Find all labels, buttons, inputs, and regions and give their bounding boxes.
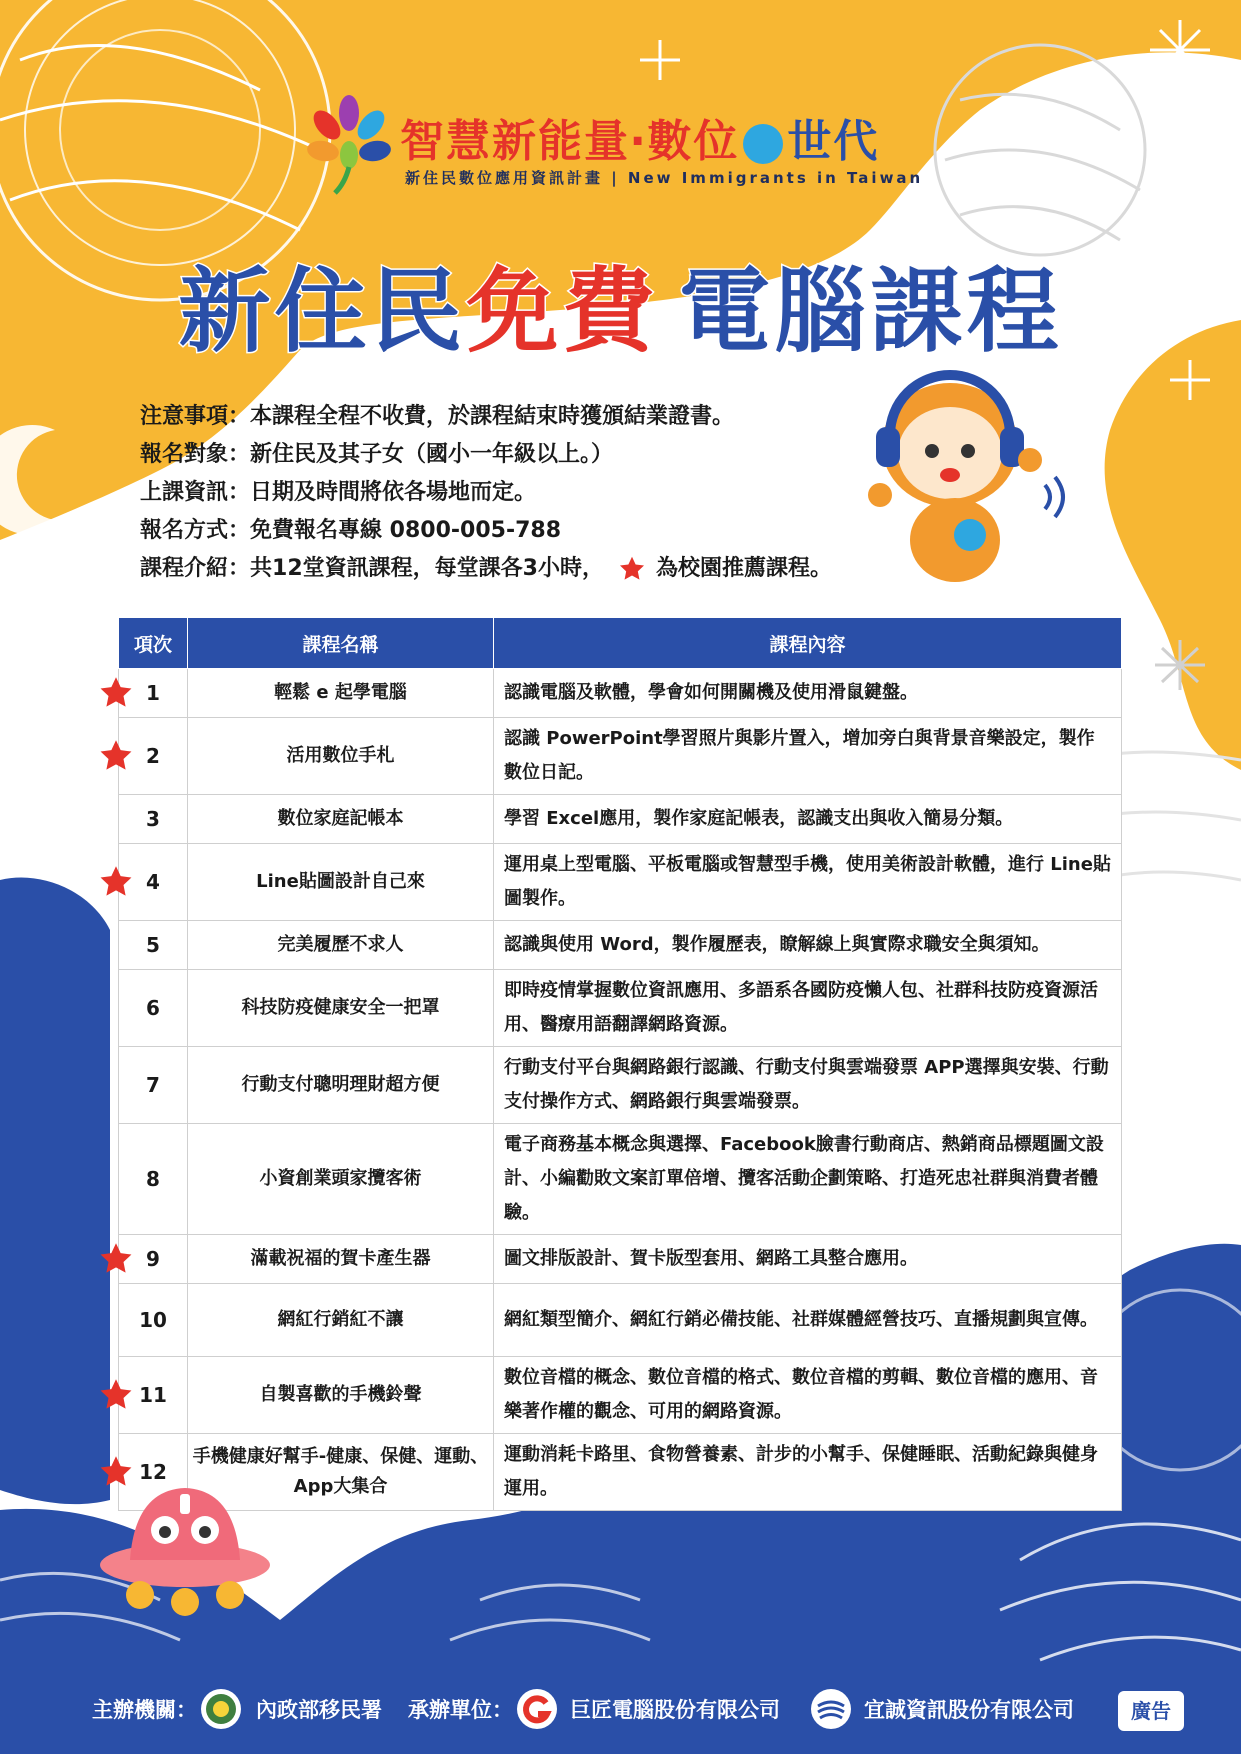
advertisement-badge: 廣告 xyxy=(1118,1691,1184,1731)
table-row xyxy=(119,921,1122,970)
note-registration xyxy=(140,512,940,550)
row-course-name: 小資創業頭家攬客術 xyxy=(188,1124,494,1235)
footer-bar xyxy=(0,1685,1241,1735)
table-row xyxy=(119,844,1122,921)
recommended-star-icon xyxy=(98,738,134,774)
note-label: 上課資訊： xyxy=(140,480,251,505)
row-course-desc: 行動支付平台與網路銀行認識、行動支付與雲端發票 APP選擇與安裝、行動支付操作方式、網路銀行與雲端發票。 xyxy=(494,1047,1122,1124)
row-number: 9 xyxy=(119,1235,188,1284)
flower-logo-icon xyxy=(305,95,393,195)
company1-name: 巨匠電腦股份有限公司 xyxy=(570,1698,780,1722)
row-number: 7 xyxy=(119,1047,188,1124)
row-number: 8 xyxy=(119,1124,188,1235)
table-row xyxy=(119,1047,1122,1124)
row-course-name: 網紅行銷紅不讓 xyxy=(188,1284,494,1357)
recommended-star-icon xyxy=(98,1454,134,1490)
row-course-name: 手機健康好幫手-健康、保健、運動、App大集合 xyxy=(188,1434,494,1511)
table-row xyxy=(119,669,1122,718)
notes-section xyxy=(140,398,940,588)
row-number: 12 xyxy=(119,1434,188,1511)
table-row xyxy=(119,1124,1122,1235)
row-course-desc: 網紅類型簡介、網紅行銷必備技能、社群媒體經營技巧、直播規劃與宣傳。 xyxy=(494,1284,1122,1357)
row-course-name: 行動支付聰明理財超方便 xyxy=(188,1047,494,1124)
header-number: 項次 xyxy=(119,618,188,669)
table-row xyxy=(119,795,1122,844)
organizer-label: 主辦機關： xyxy=(92,1698,197,1722)
row-course-desc: 圖文排版設計、賀卡版型套用、網路工具整合應用。 xyxy=(494,1235,1122,1284)
note-text: 免費報名專線 0800-005-788 xyxy=(250,518,562,543)
row-course-name: 科技防疫健康安全一把罩 xyxy=(188,970,494,1047)
row-course-desc: 學習 Excel應用，製作家庭記帳表，認識支出與收入簡易分類。 xyxy=(494,795,1122,844)
swirl-icon xyxy=(743,124,783,164)
program-logo xyxy=(305,95,945,195)
row-course-desc: 數位音檔的概念、數位音檔的格式、數位音檔的剪輯、數位音檔的應用、音樂著作權的觀念、可用的網路資源。 xyxy=(494,1357,1122,1434)
note-text: 共12堂資訊課程，每堂課各3小時， xyxy=(250,556,604,581)
row-course-desc: 電子商務基本概念與選擇、Facebook臉書行動商店、熱銷商品標題圖文設計、小編勸敗文案訂單倍增、攬客活動企劃策略、打造死忠社群與消費者體驗。 xyxy=(494,1124,1122,1235)
company2-name: 宜誠資訊股份有限公司 xyxy=(864,1698,1074,1722)
row-course-name: 滿載祝福的賀卡產生器 xyxy=(188,1235,494,1284)
row-number: 10 xyxy=(119,1284,188,1357)
note-label: 注意事項： xyxy=(140,404,251,429)
table-header-row xyxy=(119,618,1122,669)
row-course-desc: 認識 PowerPoint學習照片與影片置入，增加旁白與背景音樂設定，製作數位日記。 xyxy=(494,718,1122,795)
note-text-after-star: 為校園推薦課程。 xyxy=(655,556,832,581)
organizer-name: 內政部移民署 xyxy=(256,1698,382,1722)
table-row xyxy=(119,1235,1122,1284)
note-label: 報名對象： xyxy=(140,442,251,467)
star-icon xyxy=(618,555,646,583)
recommended-star-icon xyxy=(98,675,134,711)
header-course-name: 課程名稱 xyxy=(188,618,494,669)
note-label: 報名方式： xyxy=(140,518,251,543)
row-course-name: Line貼圖設計自己來 xyxy=(188,844,494,921)
recommended-star-icon xyxy=(98,1377,134,1413)
note-text: 本課程全程不收費，於課程結束時獲頒結業證書。 xyxy=(250,404,735,429)
headline-part3: 電腦課程 xyxy=(678,258,1063,365)
table-row xyxy=(119,970,1122,1047)
note-attention xyxy=(140,398,940,436)
row-number: 6 xyxy=(119,970,188,1047)
mascot-ufo-illustration xyxy=(95,1470,275,1620)
headline-part1: 新住民 xyxy=(178,258,467,365)
header-course-content: 課程內容 xyxy=(494,618,1122,669)
logo-title-part2: 世代 xyxy=(787,116,880,167)
note-course-intro xyxy=(140,550,940,588)
company1-logo-icon xyxy=(516,1688,558,1730)
headline-part2: 免費 xyxy=(466,258,659,365)
row-course-desc: 運用桌上型電腦、平板電腦或智慧型手機，使用美術設計軟體，進行 Line貼圖製作。 xyxy=(494,844,1122,921)
note-class-info xyxy=(140,474,940,512)
logo-title-part1: 智慧新能量‧數位 xyxy=(400,116,740,167)
company2-logo-icon xyxy=(810,1688,852,1730)
immigration-agency-seal-icon xyxy=(200,1688,242,1730)
recommended-star-icon xyxy=(98,1241,134,1277)
row-number: 5 xyxy=(119,921,188,970)
recommended-star-icon xyxy=(98,864,134,900)
note-text: 新住民及其子女（國小一年級以上。） xyxy=(250,442,614,467)
row-course-desc: 認識電腦及軟體，學會如何開關機及使用滑鼠鍵盤。 xyxy=(494,669,1122,718)
logo-subtitle: 新住民數位應用資訊計畫 | New Immigrants in Taiwan xyxy=(405,169,924,187)
course-table xyxy=(118,617,1122,1511)
row-number: 4 xyxy=(119,844,188,921)
table-row xyxy=(119,1357,1122,1434)
row-number: 1 xyxy=(119,669,188,718)
row-course-name: 完美履歷不求人 xyxy=(188,921,494,970)
table-row xyxy=(119,1284,1122,1357)
row-course-desc: 即時疫情掌握數位資訊應用、多語系各國防疫懶人包、社群科技防疫資源活用、醫療用語翻譯網路資源。 xyxy=(494,970,1122,1047)
contractor-label: 承辦單位： xyxy=(408,1698,513,1722)
logo-title xyxy=(400,105,879,169)
note-eligibility xyxy=(140,436,940,474)
row-course-name: 輕鬆 e 起學電腦 xyxy=(188,669,494,718)
row-course-desc: 認識與使用 Word，製作履歷表，瞭解線上與實際求職安全與須知。 xyxy=(494,921,1122,970)
note-label: 課程介紹： xyxy=(140,556,251,581)
row-course-name: 活用數位手札 xyxy=(188,718,494,795)
page-headline xyxy=(0,238,1241,370)
row-course-desc: 運動消耗卡路里、食物營養素、計步的小幫手、保健睡眠、活動紀錄與健身運用。 xyxy=(494,1434,1122,1511)
table-row xyxy=(119,718,1122,795)
row-number: 3 xyxy=(119,795,188,844)
row-number: 2 xyxy=(119,718,188,795)
row-course-name: 數位家庭記帳本 xyxy=(188,795,494,844)
note-text: 日期及時間將依各場地而定。 xyxy=(250,480,537,505)
row-course-name: 自製喜歡的手機鈴聲 xyxy=(188,1357,494,1434)
row-number: 11 xyxy=(119,1357,188,1434)
